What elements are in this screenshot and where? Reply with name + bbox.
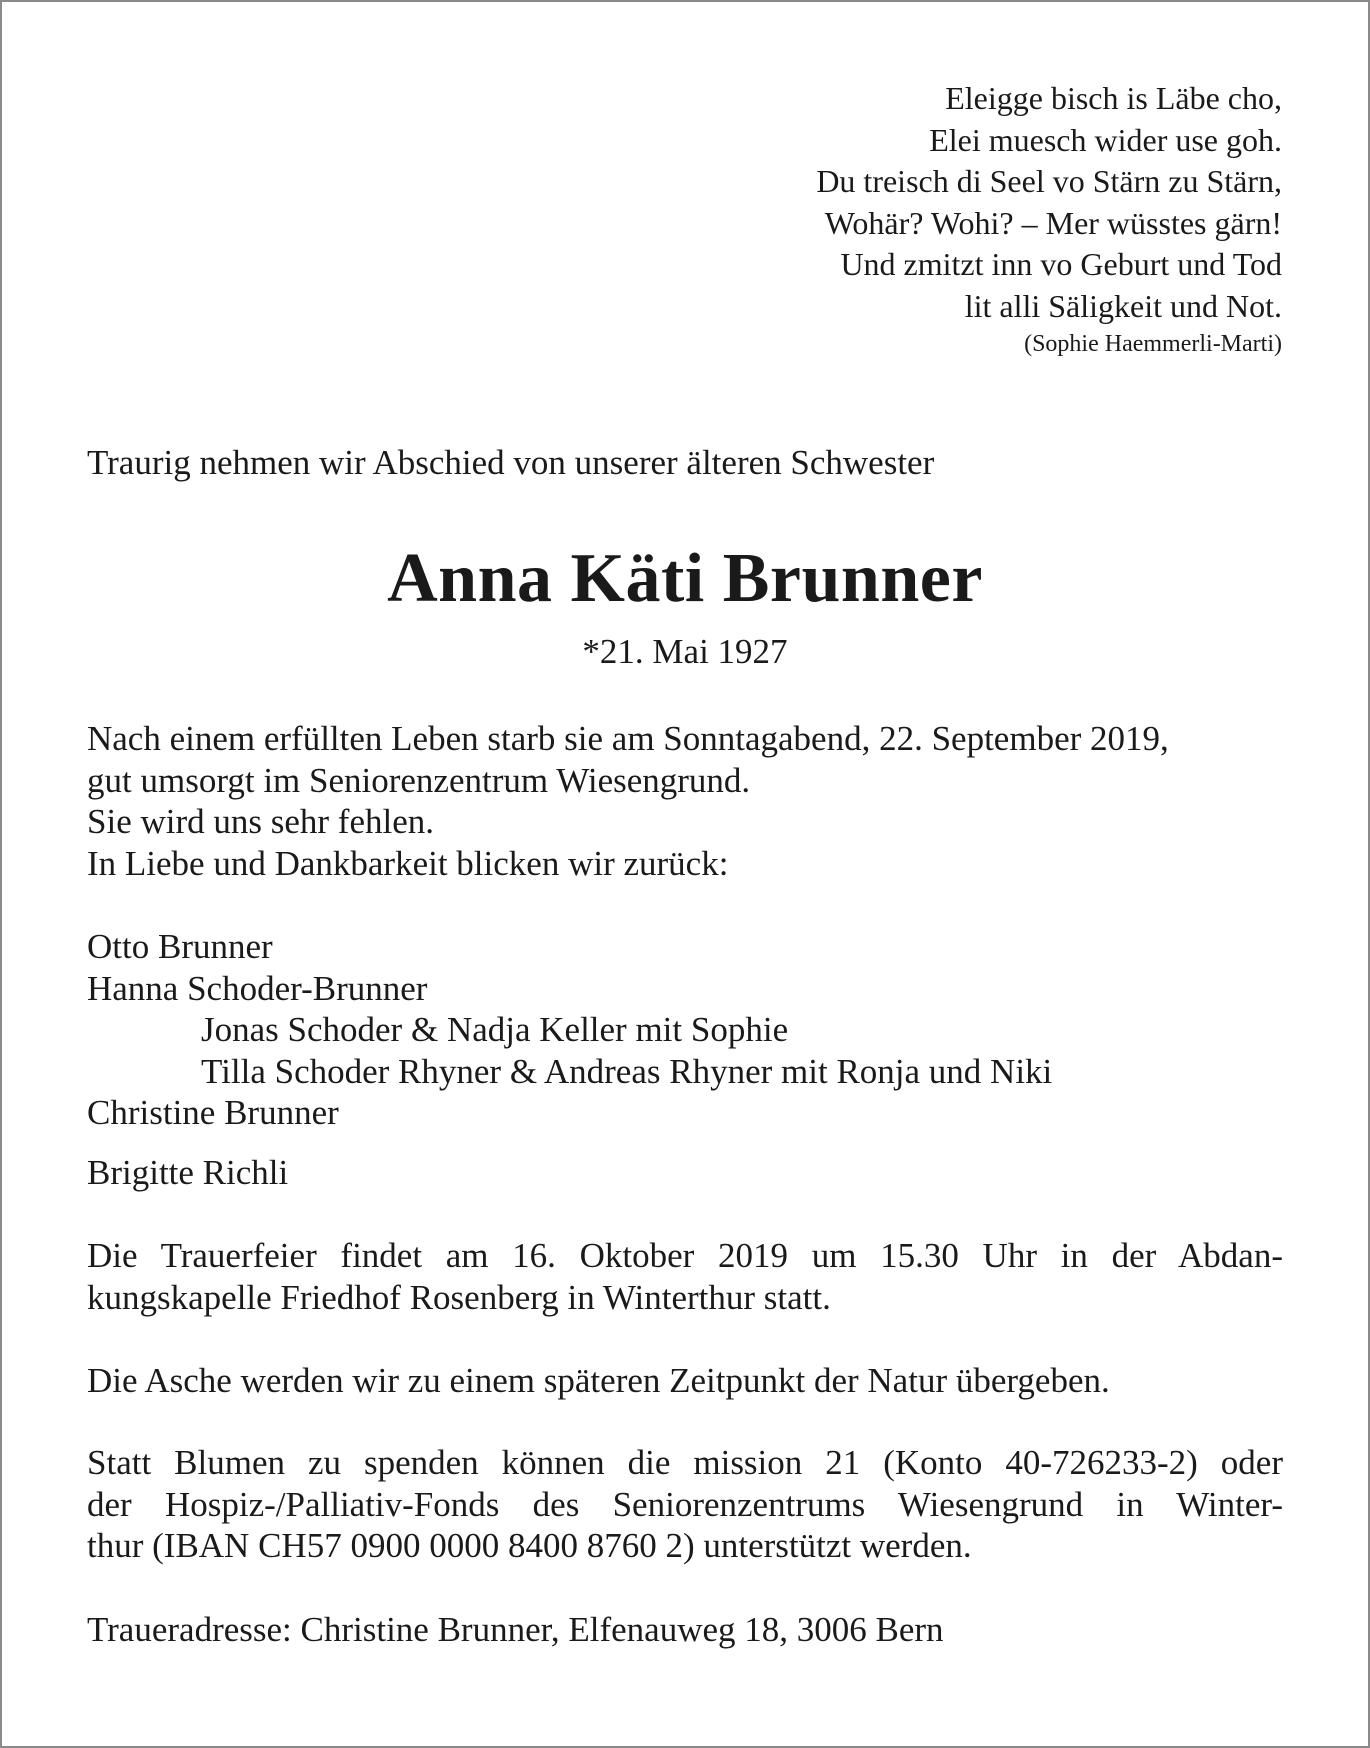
- family-member: Tilla Schoder Rhyner & Andreas Rhyner mit Ronja und Niki: [201, 1051, 1053, 1091]
- poem-line: Und zmitzt inn vo Geburt und Tod: [840, 246, 1282, 282]
- poem-line: Wohär? Wohi? – Mer wüsstes gärn!: [824, 204, 1282, 241]
- donation-info: [87, 1442, 1283, 1567]
- ceremony-line: kungskapelle Friedhof Rosenberg in Winterthur statt.: [87, 1277, 831, 1317]
- poem-author: (Sophie Haemmerli-Marti): [1024, 331, 1282, 357]
- poem-line: Elei muesch wider use goh.: [929, 121, 1282, 158]
- death-notice-line: gut umsorgt im Seniorenzentrum Wiesengrund.: [87, 760, 751, 800]
- family-member: Otto Brunner: [87, 927, 273, 966]
- family-member: Hanna Schoder-Brunner: [87, 968, 428, 1008]
- ashes-line: Die Asche werden wir zu einem späteren Zeitpunkt der Natur übergeben.: [87, 1361, 1110, 1400]
- donation-line: der Hospiz-/Palliativ-Fonds des Seniorenzentrums Wiesengrund in Winter-: [87, 1484, 1283, 1524]
- ceremony-info: [87, 1235, 1283, 1318]
- family-member: Jonas Schoder & Nadja Keller mit Sophie: [201, 1010, 789, 1049]
- intro-line: Traurig nehmen wir Abschied von unserer älteren Schwester: [87, 443, 935, 482]
- donation-line: thur (IBAN CH57 0900 0000 8400 8760 2) unterstützt werden.: [87, 1526, 972, 1565]
- death-notice-line: Sie wird uns sehr fehlen.: [87, 802, 435, 841]
- death-notice-line: In Liebe und Dankbarkeit blicken wir zurück:: [87, 843, 729, 883]
- family-member: Brigitte Richli: [87, 1153, 289, 1192]
- birth-date: *21. Mai 1927: [582, 632, 788, 671]
- family-member: Christine Brunner: [87, 1093, 339, 1132]
- poem-line: Du treisch di Seel vo Stärn zu Stärn,: [816, 163, 1282, 199]
- address-line: Traueradresse: Christine Brunner, Elfenauweg 18, 3006 Bern: [87, 1610, 944, 1649]
- family-list: [87, 926, 1283, 1134]
- death-notice: [87, 718, 1283, 884]
- ceremony-line: Die Trauerfeier findet am 16. Oktober 2019 um 15.30 Uhr in der Abdan-: [87, 1236, 1283, 1275]
- ashes-info: [87, 1360, 1283, 1402]
- deceased-name: Anna Käti Brunner: [387, 540, 983, 617]
- mourning-address: [87, 1609, 1283, 1651]
- poem: [816, 78, 1282, 361]
- poem-line: Eleigge bisch is Läbe cho,: [945, 80, 1282, 116]
- intro-text: [87, 442, 1283, 484]
- death-notice-line: Nach einem erfüllten Leben starb sie am Sonntagabend, 22. September 2019,: [87, 719, 1169, 758]
- family-extra: [87, 1152, 1283, 1194]
- poem-line: lit alli Säligkeit und Not.: [964, 287, 1282, 324]
- donation-line: Statt Blumen zu spenden können die mission 21 (Konto 40-726233-2) oder: [87, 1443, 1283, 1482]
